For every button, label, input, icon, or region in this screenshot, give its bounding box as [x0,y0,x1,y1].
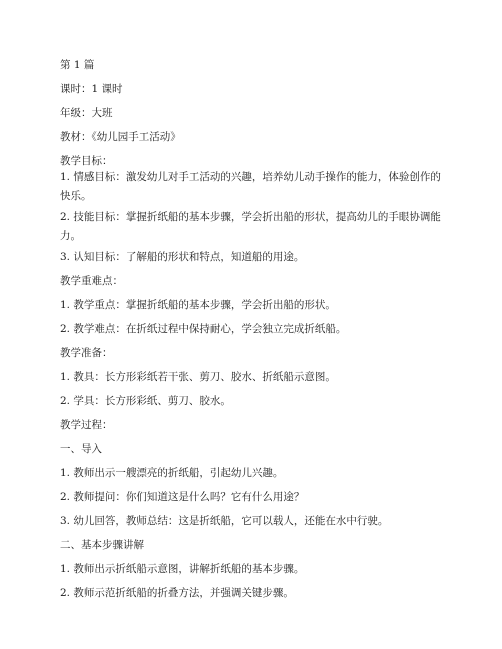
goal-item: 1. 情感目标：激发幼儿对手工活动的兴趣，培养幼儿动手操作的能力，体验创作的快乐。 [60,171,441,202]
section-item: 1. 教师出示折纸船示意图，讲解折纸船的基本步骤。 [60,563,305,575]
prep-item: 2. 学具：长方形彩纸、剪刀、胶水。 [60,395,231,407]
key-point-item: 2. 教学难点：在折纸过程中保持耐心，学会独立完成折纸船。 [60,323,347,335]
section-item: 1. 教师出示一艘漂亮的折纸船，引起幼儿兴趣。 [60,467,284,479]
prep-heading: 教学准备： [60,347,113,359]
grade-level: 年级：大班 [60,107,113,119]
lesson-hours: 课时：1 课时 [60,83,123,95]
section-item: 2. 教师示范折纸船的折叠方法，并强调关键步骤。 [60,587,294,599]
goal-item: 2. 技能目标：掌握折纸船的基本步骤，学会折出船的形状，提高幼儿的手眼协调能力。 [60,211,441,242]
section-heading: 一、导入 [60,443,102,455]
chapter-title: 第 1 篇 [60,59,95,71]
goal-item: 3. 认知目标：了解船的形状和特点，知道船的用途。 [60,251,305,263]
process-heading: 教学过程： [60,419,113,431]
key-point-item: 1. 教学重点：掌握折纸船的基本步骤，学会折出船的形状。 [60,299,336,311]
goals-heading: 教学目标： [60,155,113,167]
textbook-name: 教材：《幼儿园手工活动》 [60,131,181,143]
key-points-heading: 教学重难点： [60,275,123,287]
section-heading: 二、基本步骤讲解 [60,539,144,551]
section-item: 3. 幼儿回答，教师总结：这是折纸船，它可以载人，还能在水中行驶。 [60,515,389,527]
prep-item: 1. 教具：长方形彩纸若干张、剪刀、胶水、折纸船示意图。 [60,371,336,383]
section-item: 2. 教师提问：你们知道这是什么吗？它有什么用途？ [60,491,305,503]
